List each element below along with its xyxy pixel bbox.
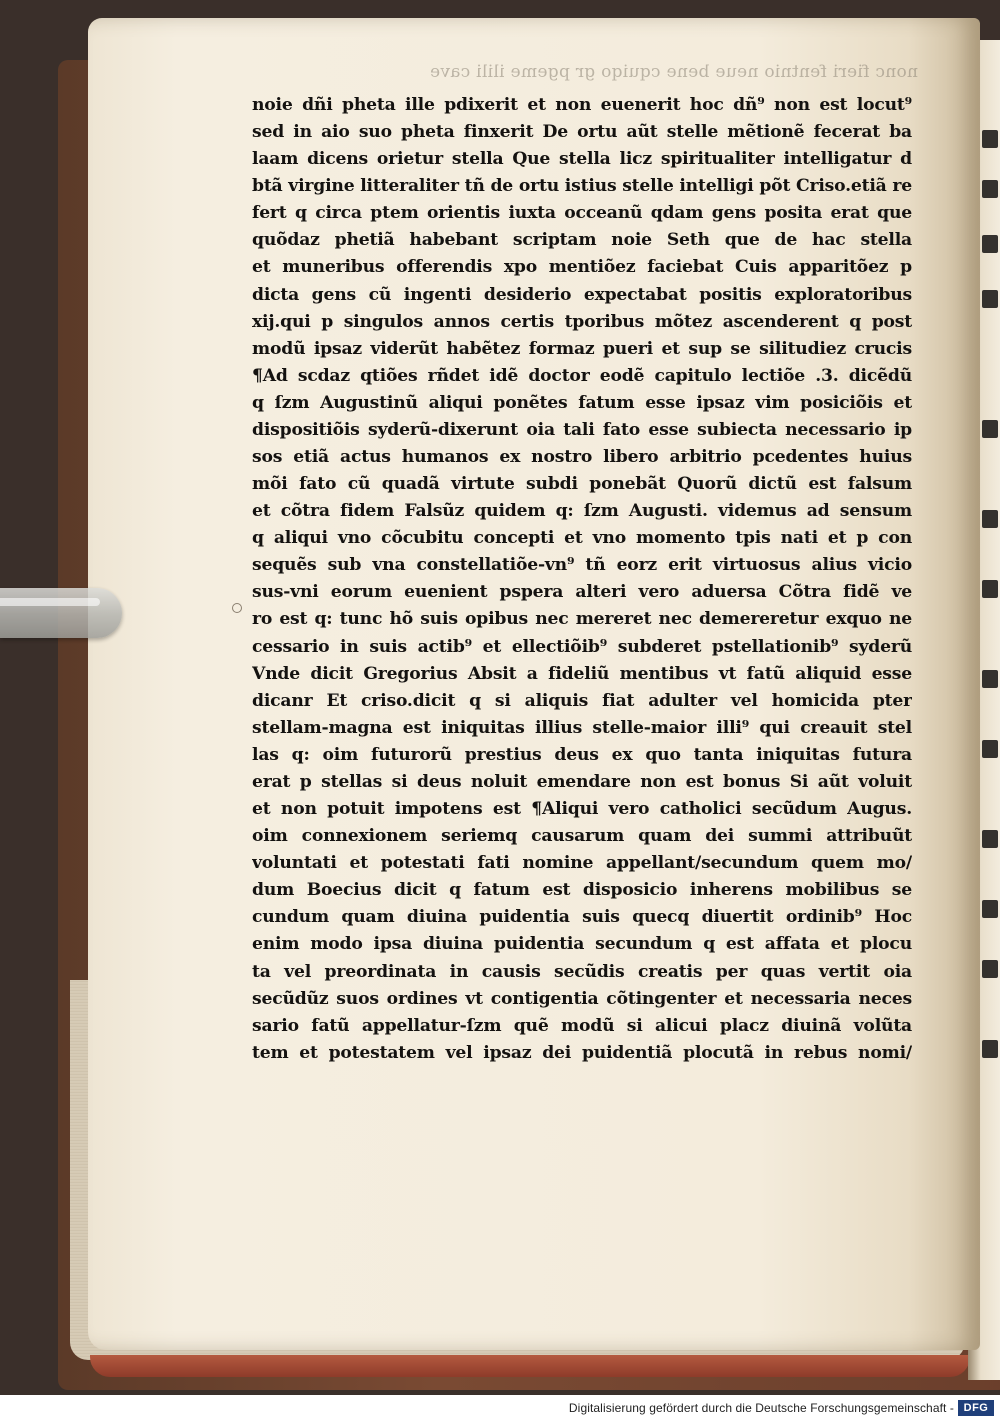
facing-text-fragment bbox=[982, 670, 998, 688]
text-line: Vnde dicit Gregorius Absit a fideliũ mentibus vt fatũ aliquid esse bbox=[252, 663, 912, 684]
text-line: sequẽs sub vna constellatiõe-vn⁹ tñ eorz erit virtuosus alius vicio bbox=[252, 555, 912, 576]
text-line: cessario in suis actib⁹ et ellectiõib⁹ subderet pstellationib⁹ syderũ bbox=[252, 636, 912, 657]
text-line: tem et potestatem vel ipsaz dei puidentiã plocutã in rebus nomi/ bbox=[252, 1042, 912, 1063]
facing-text-fragment bbox=[982, 130, 998, 148]
funding-credit: Digitalisierung gefördert durch die Deutsche Forschungsgemeinschaft - bbox=[568, 1401, 954, 1415]
text-line: stellam-magna est iniquitas illius stelle-maior illi⁹ qui creauit stel bbox=[252, 717, 912, 738]
facing-text-fragment bbox=[982, 740, 998, 758]
text-line: sario fatũ appellatur-ſzm quẽ modũ si alicui placz diuinã volũta bbox=[252, 1015, 912, 1036]
text-line: dicanr Et criso.dicit q si aliquis fiat adulter vel homicida pter bbox=[252, 690, 912, 711]
text-line: btã virgine litteraliter tñ de ortu istius stelle intelligi põt Criso.etiã re bbox=[252, 176, 912, 197]
text-line: dum Boecius dicit q fatum est disposicio inherens mobilibus se bbox=[252, 880, 912, 901]
text-line: xij.qui p singulos annos certis tporibus mõtez ascenderent q post bbox=[252, 311, 912, 332]
text-line: dispositiõis syderũ-dixerunt oia tali fato esse subiecta necessario ip bbox=[252, 419, 912, 440]
text-line: voluntati et potestati fati nomine appellant/secundum quem mo/ bbox=[252, 853, 912, 874]
facing-text-fragment bbox=[982, 830, 998, 848]
text-line: modũ ipsaz viderũt habẽtez formaz pueri et sup se silitudiez crucis bbox=[252, 338, 912, 359]
dfg-logo: DFG bbox=[958, 1400, 994, 1416]
facing-text-fragment bbox=[982, 580, 998, 598]
text-line: secũdũz suos ordines vt contigentia cõtingenter et necessaria neces bbox=[252, 988, 912, 1009]
text-line: et muneribus offerendis xpo mentiõez faciebat Cuis apparitõez p bbox=[252, 257, 912, 278]
paper-hole bbox=[232, 603, 242, 613]
bleed-through-text: nonc fieri fentnio neue bene cquiqo gr pgeme ilili cave bbox=[429, 62, 918, 82]
footer-bar bbox=[0, 1395, 1000, 1423]
facing-text-fragment bbox=[982, 235, 998, 253]
text-line: ro est q: tunc hõ suis opibus nec mereret nec demereretur exquo ne bbox=[252, 609, 912, 630]
text-line: cundum quam diuina puidentia suis quecq diuertit ordinib⁹ Hoc bbox=[252, 907, 912, 928]
text-line: noie dñi pheta ille pdixerit et non euenerit hoc dñ⁹ non est locut⁹ bbox=[252, 95, 912, 115]
text-line: q ſzm Augustinũ aliqui ponẽtes fatum esse ipsaz vim posiciõis et bbox=[252, 392, 912, 413]
text-line: ¶Ad scdaz qtiões rñdet idẽ doctor eodẽ capitulo lectiõe .3. dicẽdũ bbox=[252, 365, 912, 386]
text-line: ta vel preordinata in causis secũdis creatis per quas vertit oia bbox=[252, 961, 912, 982]
text-line: enim modo ipsa diuina puidentia secundum q est affata et plocu bbox=[252, 934, 912, 955]
text-line: sos etiã actus humanos ex nostro libero arbitrio pcedentes huius bbox=[252, 447, 912, 468]
facing-text-fragment bbox=[982, 1040, 998, 1058]
text-line: laam dicens orietur stella Que stella licz spiritualiter intelligatur d bbox=[252, 149, 912, 170]
facing-text-fragment bbox=[982, 290, 998, 308]
red-page-edge bbox=[90, 1355, 970, 1377]
text-line: oim connexionem seriemq causarum quam dei summi attribuũt bbox=[252, 826, 912, 847]
text-line: q aliqui vno cõcubitu concepti et vno momento tpis nati et p con bbox=[252, 528, 912, 549]
main-text-block bbox=[252, 92, 912, 1067]
text-line: sed in aio suo pheta finxerit De ortu aũt stelle mẽtionẽ fecerat ba bbox=[252, 122, 912, 143]
text-line: mõi fato cũ quadã virtute subdi ponebãt Quorũ dictũ est falsum bbox=[252, 474, 912, 495]
facing-text-fragment bbox=[982, 180, 998, 198]
text-line: et cõtra fidem Falsũz quidem q: ſzm Augusti. videmus ad sensum bbox=[252, 501, 912, 522]
facing-text-fragment bbox=[982, 960, 998, 978]
facing-text-fragment bbox=[982, 420, 998, 438]
text-line: las q: oim futurorũ prestius deus ex quo tanta iniquitas futura bbox=[252, 744, 912, 765]
text-line: dicta gens cũ ingenti desiderio expectabat positis exploratoribus bbox=[252, 284, 912, 305]
text-line: et non potuit impotens est ¶Aliqui vero catholici secũdum Augus. bbox=[252, 799, 912, 820]
facing-text-fragment bbox=[982, 510, 998, 528]
clip-highlight bbox=[0, 598, 100, 606]
text-line: erat p stellas si deus noluit emendare non est bonus Si aũt voluit bbox=[252, 771, 912, 792]
text-line: sus-vni eorum euenient pspera alteri vero aduersa Cõtra fidẽ ve bbox=[252, 582, 912, 603]
text-line: fert q circa ptem orientis iuxta occeanũ qdam gens posita erat que bbox=[252, 203, 912, 224]
page-clip bbox=[0, 588, 122, 638]
facing-text-fragment bbox=[982, 900, 998, 918]
text-line: quõdaz phetiã habebant scriptam noie Seth que de hac stella bbox=[252, 230, 912, 251]
